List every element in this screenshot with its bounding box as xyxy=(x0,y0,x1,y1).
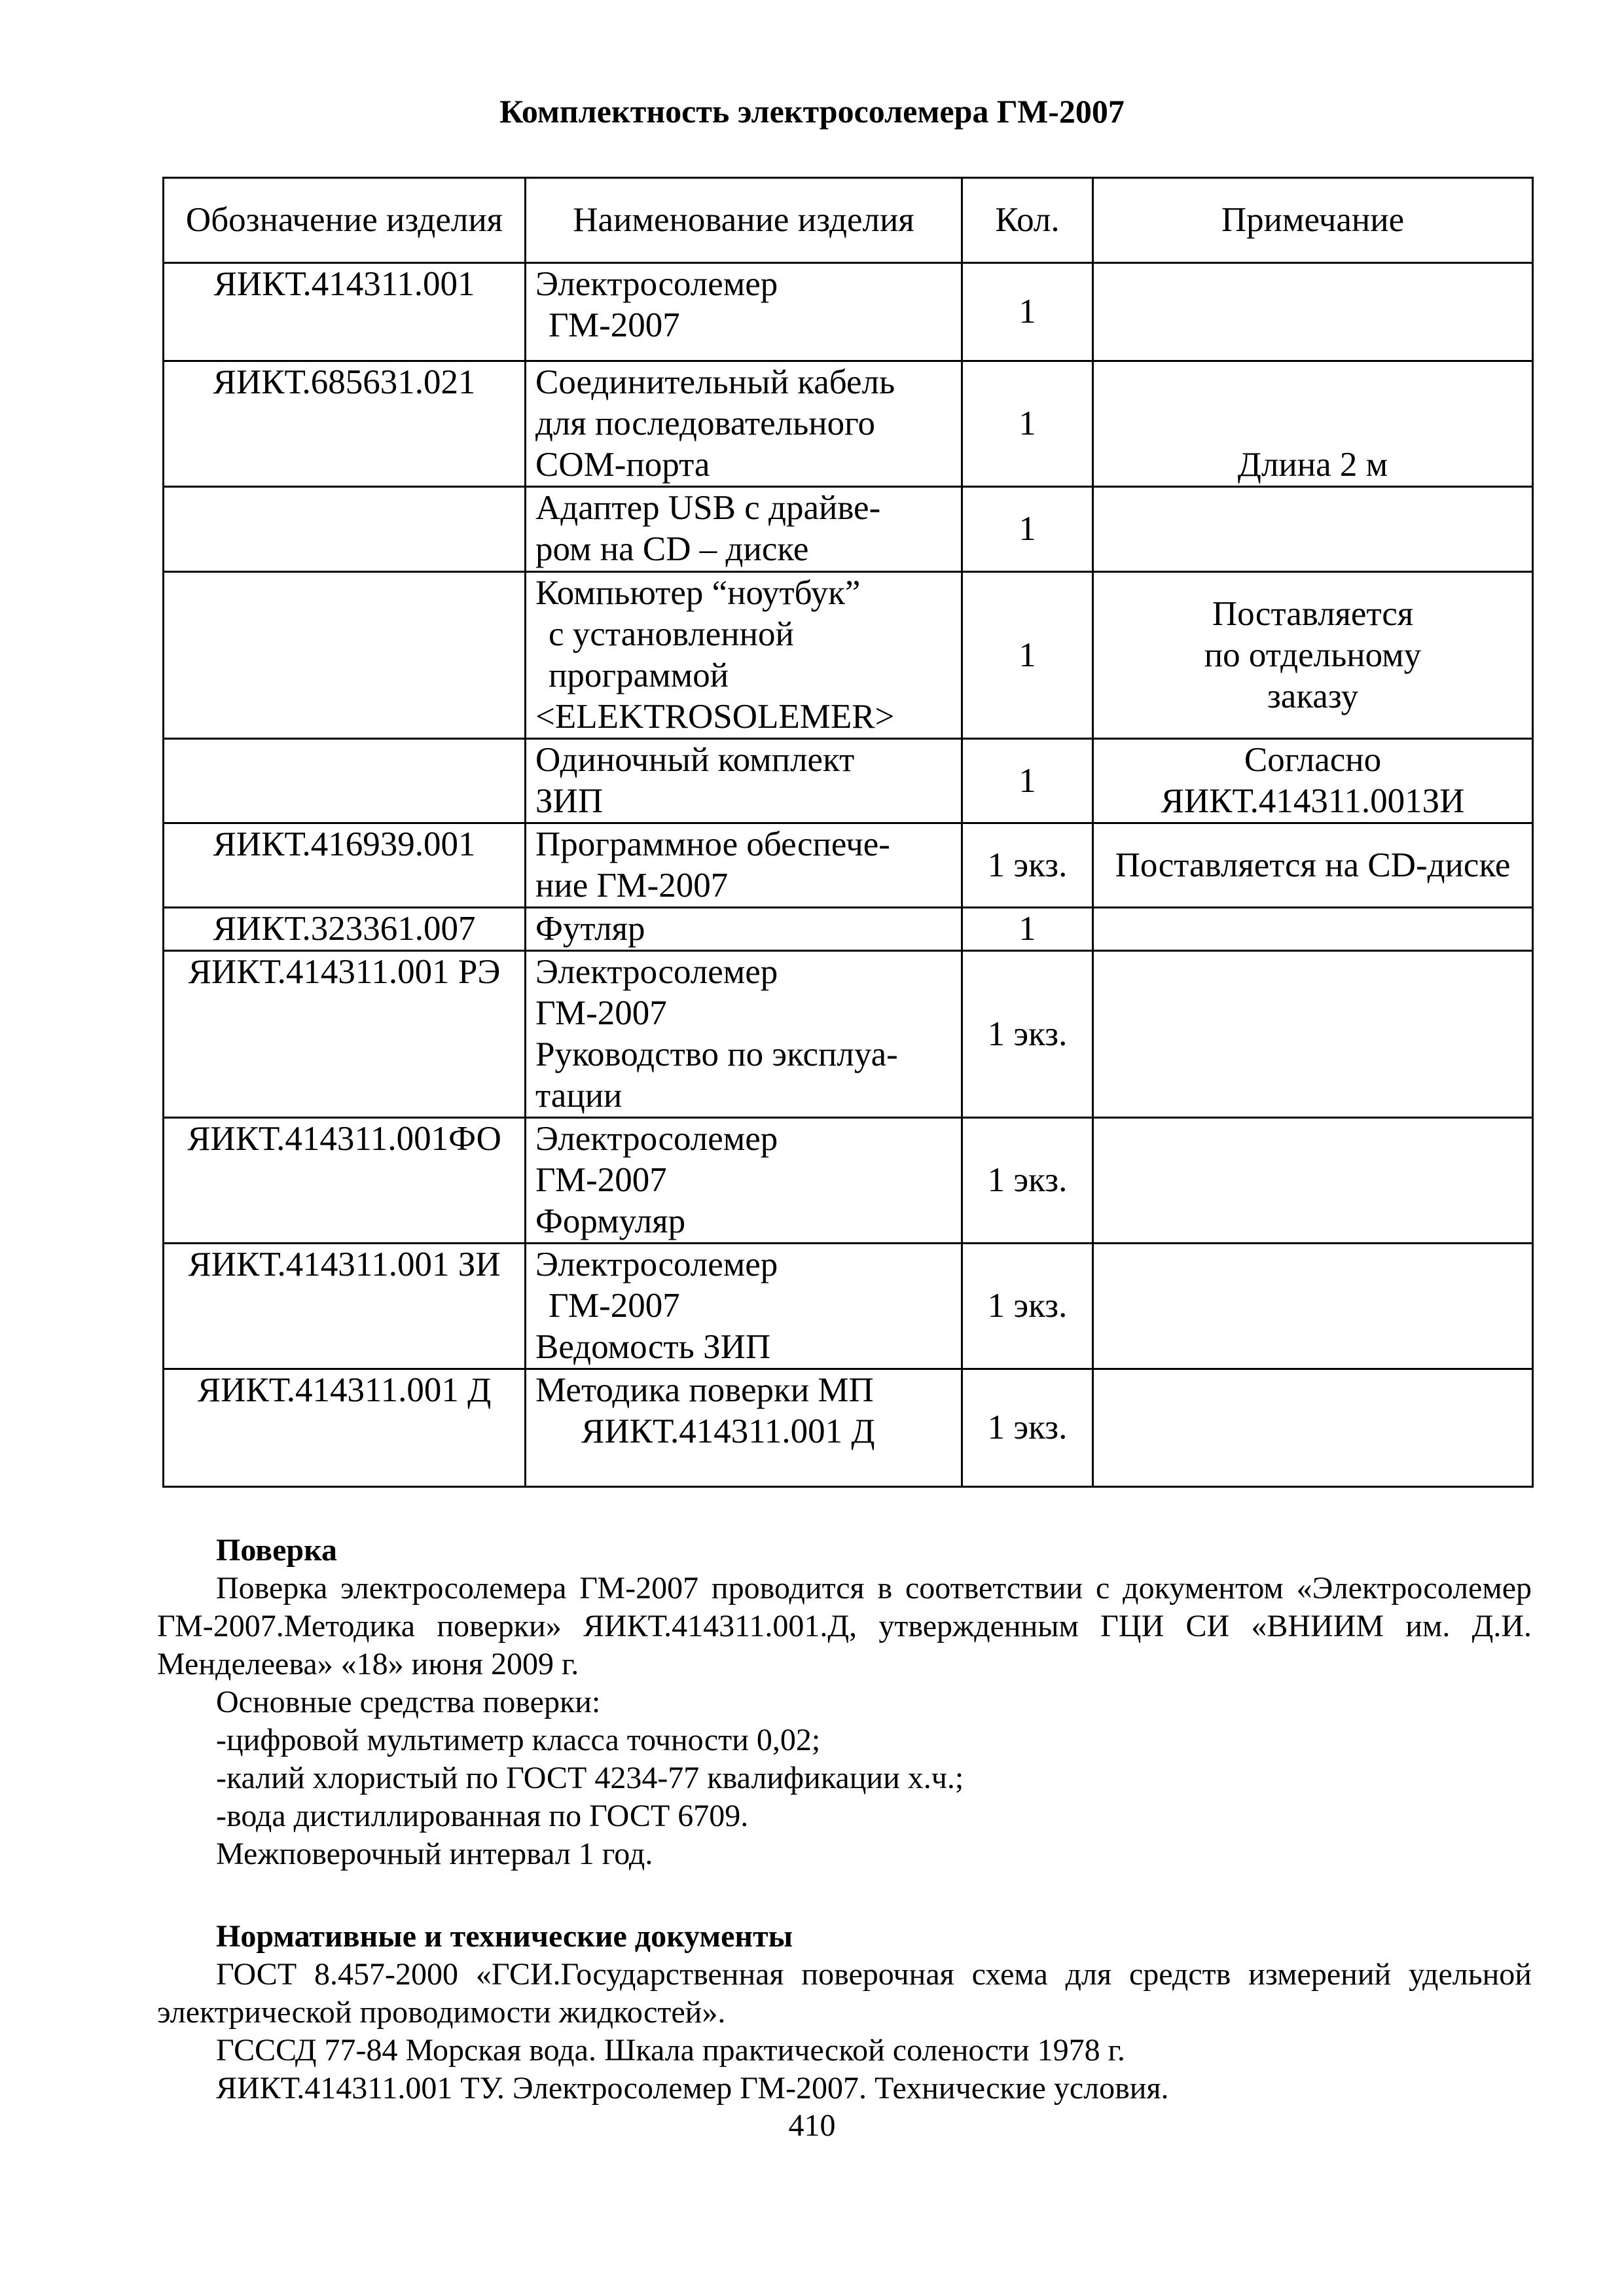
cell-name xyxy=(526,823,962,908)
cell-qty: 1 xyxy=(962,572,1093,739)
cell-note xyxy=(1093,951,1533,1118)
documents-line: ЯИКТ.414311.001 ТУ. Электросолемер ГМ-2007. Технические условия. xyxy=(216,2071,1169,2106)
cell-name xyxy=(526,1244,962,1369)
cell-name-line: ГМ-2007 xyxy=(535,994,667,1032)
cell-qty: 1 xyxy=(962,908,1093,951)
header-designation: Обозначение изделия xyxy=(164,178,526,263)
cell-qty: 1 xyxy=(962,487,1093,572)
cell-name-line: Формуляр xyxy=(535,1202,686,1240)
cell-designation xyxy=(164,572,526,739)
cell-name-line: Футляр xyxy=(535,910,645,948)
table-row xyxy=(164,572,1533,739)
cell-note-line: ЯИКТ.414311.001ЗИ xyxy=(1161,782,1465,820)
cell-note xyxy=(1093,823,1533,908)
cell-name-line: <ELEKTROSOLEMER> xyxy=(535,698,895,736)
cell-name-line: ГМ-2007 xyxy=(549,1287,680,1325)
cell-name-line: ЗИП xyxy=(535,782,604,820)
documents-paragraph: ГОСТ 8.457-2000 «ГСИ.Государственная поверочная схема для средств измерений удельной электрической проводимости жидкостей». xyxy=(157,1957,1532,2030)
table-row xyxy=(164,908,1533,951)
verification-means-label: Основные средства поверки: xyxy=(216,1685,601,1719)
verification-interval: Межповерочный интервал 1 год. xyxy=(216,1837,653,1871)
cell-designation: ЯИКТ.685631.021 xyxy=(164,361,526,487)
cell-name-line: Методика поверки МП xyxy=(535,1371,874,1409)
cell-name-line: ром на CD – диске xyxy=(535,530,809,568)
cell-note xyxy=(1093,487,1533,572)
cell-name-line: Адаптер USB с драйве- xyxy=(535,489,881,527)
cell-qty: 1 xyxy=(962,739,1093,823)
cell-name xyxy=(526,1118,962,1244)
components-table xyxy=(162,177,1534,1488)
table-row xyxy=(164,361,1533,487)
cell-note-line: Длина 2 м xyxy=(1237,446,1388,484)
cell-name-line: Электросолемер xyxy=(535,265,778,303)
cell-name-line: Программное обеспече- xyxy=(535,825,890,863)
table-body xyxy=(164,263,1533,1487)
cell-qty: 1 экз. xyxy=(962,1118,1093,1244)
page-title: Комплектность электросолемера ГМ-2007 xyxy=(499,93,1125,130)
table-row xyxy=(164,263,1533,361)
cell-name xyxy=(526,263,962,361)
cell-name-line: Одиночный комплект xyxy=(535,741,855,779)
cell-designation: ЯИКТ.323361.007 xyxy=(164,908,526,951)
verification-paragraph: Поверка электросолемера ГМ-2007 проводится в соответствии с документом «Электросолемер ГМ-2007.Методика поверки» ЯИКТ.414311.001.Д, утвержденным ГЦИ СИ «ВНИИМ им. Д.И. Менделеева» «18» июня 2009 г. xyxy=(157,1571,1532,1681)
cell-name xyxy=(526,572,962,739)
cell-designation xyxy=(164,739,526,823)
cell-note xyxy=(1093,908,1533,951)
cell-name-line: Электросолемер xyxy=(535,953,778,991)
cell-name-line: с установленной xyxy=(549,615,794,653)
cell-name xyxy=(526,908,962,951)
cell-designation: ЯИКТ.414311.001 РЭ xyxy=(164,951,526,1118)
cell-name-line: ЯИКТ.414311.001 Д xyxy=(581,1412,875,1450)
cell-note-line: заказу xyxy=(1267,677,1359,715)
verification-means-item: -вода дистиллированная по ГОСТ 6709. xyxy=(216,1799,749,1833)
cell-note xyxy=(1093,263,1533,361)
documents-line: ГСССД 77-84 Морская вода. Шкала практической солености 1978 г. xyxy=(216,2033,1125,2068)
documents-heading: Нормативные и технические документы xyxy=(216,1919,793,1954)
cell-name-line: тации xyxy=(535,1077,623,1115)
cell-note xyxy=(1093,1118,1533,1244)
cell-name-line: Компьютер “ноутбук” xyxy=(535,574,861,612)
header-name: Наименование изделия xyxy=(526,178,962,263)
cell-qty: 1 экз. xyxy=(962,1244,1093,1369)
cell-qty: 1 xyxy=(962,361,1093,487)
table-row xyxy=(164,1369,1533,1487)
cell-note-line: Согласно xyxy=(1244,741,1382,779)
cell-qty: 1 xyxy=(962,263,1093,361)
verification-section xyxy=(157,1532,1532,1873)
cell-name-line: Электросолемер xyxy=(535,1120,778,1158)
documents-section xyxy=(157,1918,1532,2108)
cell-name-line: ГМ-2007 xyxy=(549,306,680,344)
table-header-row xyxy=(164,178,1533,263)
cell-qty: 1 экз. xyxy=(962,951,1093,1118)
cell-name xyxy=(526,487,962,572)
table-row xyxy=(164,951,1533,1118)
verification-means-item: -цифровой мультиметр класса точности 0,02; xyxy=(216,1723,821,1757)
verification-means-item: -калий хлористый по ГОСТ 4234-77 квалификации х.ч.; xyxy=(216,1761,964,1795)
cell-name-line: для последовательного xyxy=(535,404,876,442)
verification-heading: Поверка xyxy=(216,1533,337,1568)
cell-name-line: ГМ-2007 xyxy=(535,1161,667,1199)
cell-designation: ЯИКТ.414311.001ФО xyxy=(164,1118,526,1244)
cell-note-line: Поставляется xyxy=(1212,594,1414,633)
page-number: 410 xyxy=(788,2108,836,2143)
cell-designation: ЯИКТ.414311.001 Д xyxy=(164,1369,526,1487)
header-note: Примечание xyxy=(1093,178,1533,263)
cell-note xyxy=(1093,739,1533,823)
cell-qty: 1 экз. xyxy=(962,1369,1093,1487)
table-row xyxy=(164,823,1533,908)
cell-name-line: Соединительный кабель xyxy=(535,363,895,401)
cell-name-line: Электросолемер xyxy=(535,1246,778,1283)
cell-name xyxy=(526,951,962,1118)
cell-name-line: Ведомость ЗИП xyxy=(535,1328,771,1366)
cell-designation: ЯИКТ.414311.001 xyxy=(164,263,526,361)
cell-name-line: ние ГМ-2007 xyxy=(535,867,729,905)
cell-name-line: СОМ-порта xyxy=(535,446,710,484)
cell-name-line: программой xyxy=(549,656,729,694)
cell-name xyxy=(526,1369,962,1487)
cell-note-line: Поставляется на CD-диске xyxy=(1115,846,1511,884)
cell-name xyxy=(526,361,962,487)
header-qty: Кол. xyxy=(962,178,1093,263)
cell-designation: ЯИКТ.416939.001 xyxy=(164,823,526,908)
cell-name-line: Руководство по эксплуа- xyxy=(535,1035,898,1073)
cell-note xyxy=(1093,1369,1533,1487)
cell-qty: 1 экз. xyxy=(962,823,1093,908)
cell-designation xyxy=(164,487,526,572)
table-row xyxy=(164,1244,1533,1369)
cell-note xyxy=(1093,1244,1533,1369)
cell-designation: ЯИКТ.414311.001 ЗИ xyxy=(164,1244,526,1369)
cell-note-line: по отдельному xyxy=(1204,636,1422,674)
cell-name xyxy=(526,739,962,823)
table-row xyxy=(164,487,1533,572)
cell-note xyxy=(1093,361,1533,487)
table-row xyxy=(164,1118,1533,1244)
cell-note xyxy=(1093,572,1533,739)
table-row xyxy=(164,739,1533,823)
